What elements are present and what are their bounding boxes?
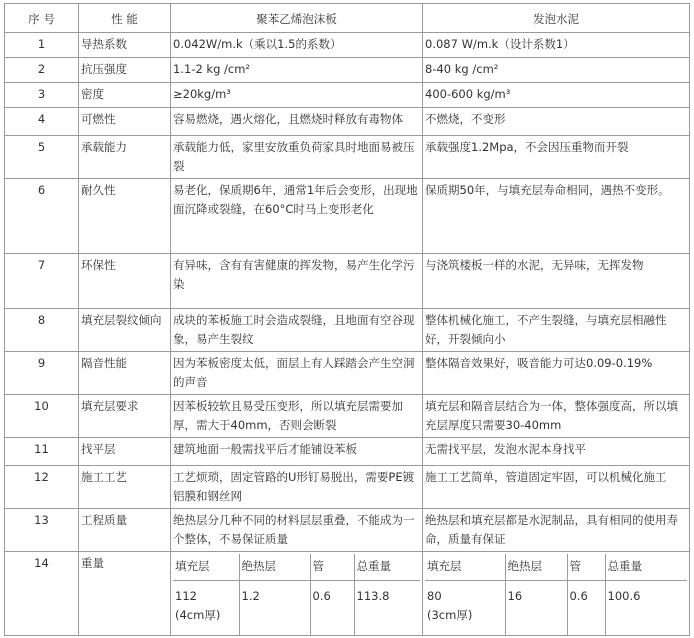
eps-value: ≥20kg/m³	[171, 83, 423, 108]
eps-weight-table	[173, 554, 420, 635]
eps-fill-note: (4cm厚)	[175, 608, 221, 622]
row-property: 填充层裂纹倾向	[79, 309, 171, 352]
foam-value: 不燃烧，不变形	[423, 108, 690, 136]
table-row	[5, 509, 690, 552]
row-property: 承载能力	[79, 136, 171, 179]
row-number: 13	[5, 509, 79, 552]
eps-insulation-weight: 1.2	[239, 581, 310, 636]
table-row	[5, 352, 690, 395]
table-row	[5, 179, 690, 254]
row-property: 找平层	[79, 438, 171, 466]
header-no: 序 号	[5, 4, 79, 33]
eps-value: 1.1-2 kg /cm²	[171, 58, 423, 83]
row-number: 7	[5, 254, 79, 309]
weight-label-total: 总重量	[354, 554, 420, 581]
foam-value: 填充层和隔音层结合为一体，整体强度高，所以填充层厚度只需要30-40mm	[423, 395, 690, 438]
row-property: 可燃性	[79, 108, 171, 136]
row-property: 导热系数	[79, 33, 171, 58]
eps-pipe-weight: 0.6	[310, 581, 354, 636]
foam-fill-note: (3cm厚)	[427, 608, 473, 622]
header-eps-board: 聚苯乙烯泡沫板	[171, 4, 423, 33]
eps-fill-weight	[173, 581, 239, 636]
eps-value: 易老化，保质期6年，通常1年后会变形，出现地面沉降或裂缝，在60°C时马上变形老化	[171, 179, 423, 254]
table-row	[5, 33, 690, 58]
row-number: 6	[5, 179, 79, 254]
row-property: 施工工艺	[79, 466, 171, 509]
foam-fill-value: 80	[427, 589, 442, 603]
foam-value: 施工工艺简单，管道固定牢固，可以机械化施工	[423, 466, 690, 509]
eps-value: 承载能力低，家里安放重负荷家具时地面易被压裂	[171, 136, 423, 179]
eps-total-weight: 113.8	[354, 581, 420, 636]
foam-value: 整体隔音效果好，吸音能力可达0.09-0.19%	[423, 352, 690, 395]
table-row	[5, 466, 690, 509]
weight-label-insulation: 绝热层	[239, 554, 310, 581]
header-property: 性 能	[79, 4, 171, 33]
row-number: 2	[5, 58, 79, 83]
foam-insulation-weight: 16	[505, 581, 567, 636]
weight-label-insulation: 绝热层	[505, 554, 567, 581]
eps-value: 工艺烦琐，固定管路的U形钉易脱出，需要PE镀铝膜和钢丝网	[171, 466, 423, 509]
foam-value: 与浇筑楼板一样的水泥，无异味，无挥发物	[423, 254, 690, 309]
foam-value: 8-40 kg /cm²	[423, 58, 690, 83]
eps-value: 因为苯板密度太低，面层上有人踩踏会产生空洞的声音	[171, 352, 423, 395]
eps-fill-value: 112	[175, 589, 197, 603]
weight-label-fill: 填充层	[173, 554, 239, 581]
table-row	[5, 438, 690, 466]
row-number: 10	[5, 395, 79, 438]
row-number: 9	[5, 352, 79, 395]
eps-value: 建筑地面一般需找平后才能铺设苯板	[171, 438, 423, 466]
row-property: 环保性	[79, 254, 171, 309]
row-property: 耐久性	[79, 179, 171, 254]
eps-value: 容易燃烧，遇火熔化，且燃烧时释放有毒物体	[171, 108, 423, 136]
row-property: 抗压强度	[79, 58, 171, 83]
row-number: 8	[5, 309, 79, 352]
row-number: 5	[5, 136, 79, 179]
foam-pipe-weight: 0.6	[567, 581, 605, 636]
eps-value: 有异味，含有有害健康的挥发物，易产生化学污染	[171, 254, 423, 309]
row-property: 密度	[79, 83, 171, 108]
weight-label-fill: 填充层	[425, 554, 505, 581]
foam-value: 整体机械化施工，不产生裂缝，与填充层相融性好，开裂倾向小	[423, 309, 690, 352]
foam-total-weight: 100.6	[605, 581, 687, 636]
foam-weight-table	[425, 554, 687, 635]
eps-value: 因苯板较软且易受压变形，所以填充层需要加厚，需大于40mm，否则会断裂	[171, 395, 423, 438]
table-row	[5, 136, 690, 179]
table-row	[5, 309, 690, 352]
foam-value: 400-600 kg/m³	[423, 83, 690, 108]
header-row	[5, 4, 690, 33]
table-row	[5, 83, 690, 108]
row-number: 4	[5, 108, 79, 136]
eps-value: 成块的苯板施工时会造成裂缝，且地面有空谷现象，易产生裂纹	[171, 309, 423, 352]
row-number: 3	[5, 83, 79, 108]
table-row	[5, 395, 690, 438]
foam-weight-cell	[423, 552, 690, 636]
weight-label-total: 总重量	[605, 554, 687, 581]
row-property: 隔音性能	[79, 352, 171, 395]
row-number: 1	[5, 33, 79, 58]
weight-row	[5, 552, 690, 636]
comparison-table	[4, 3, 690, 636]
comparison-document	[4, 3, 690, 636]
foam-value: 承载强度1.2Mpa，不会因压重物而开裂	[423, 136, 690, 179]
row-number: 11	[5, 438, 79, 466]
table-row	[5, 254, 690, 309]
eps-value: 0.042W/m.k（乘以1.5的系数）	[171, 33, 423, 58]
foam-fill-weight	[425, 581, 505, 636]
table-row	[5, 108, 690, 136]
row-property: 重量	[79, 552, 171, 636]
eps-value: 绝热层分几种不同的材料层层重叠，不能成为一个整体，不易保证质量	[171, 509, 423, 552]
row-number: 12	[5, 466, 79, 509]
header-foam-cement: 发泡水泥	[423, 4, 690, 33]
weight-label-pipe: 管	[567, 554, 605, 581]
row-property: 工程质量	[79, 509, 171, 552]
foam-value: 无需找平层，发泡水泥本身找平	[423, 438, 690, 466]
table-row	[5, 58, 690, 83]
weight-label-pipe: 管	[310, 554, 354, 581]
eps-weight-cell	[171, 552, 423, 636]
foam-value: 0.087 W/m.k（设计系数1）	[423, 33, 690, 58]
row-property: 填充层要求	[79, 395, 171, 438]
row-number: 14	[5, 552, 79, 636]
foam-value: 绝热层和填充层都是水泥制品，具有相同的使用寿命，质量有保证	[423, 509, 690, 552]
foam-value: 保质期50年，与填充层寿命相同，遇热不变形。	[423, 179, 690, 254]
